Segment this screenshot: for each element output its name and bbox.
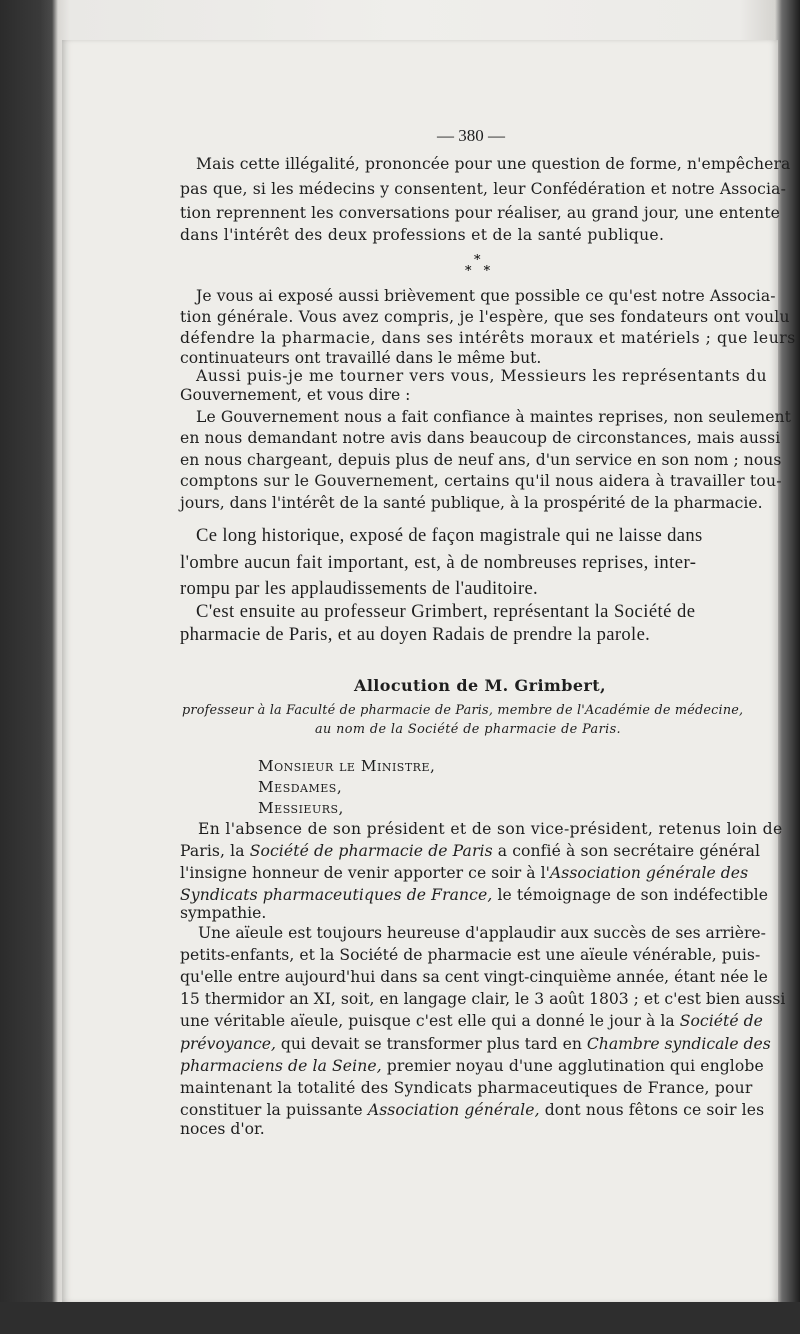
section-subheading: au nom de la Société de pharmacie de Paris. [315,722,622,737]
para8-line: Une aïeule est toujours heureuse d'applaudir aux succès de ses arrière- [198,924,766,942]
para8-text: une véritable aïeule, puisque c'est elle qui a donné le jour à la [180,1012,680,1030]
para8-line: maintenant la totalité des Syndicats pharmaceutiques de France, pour [180,1079,753,1097]
para6-line: C'est ensuite au professeur Grimbert, représentant la Société de [196,601,696,622]
para4-line: jours, dans l'intérêt de la santé publique, à la prospérité de la pharmacie. [180,494,763,512]
para8-text: qui devait se transformer plus tard en [275,1035,587,1053]
para8-italic: Société de [679,1012,763,1030]
para1-line: pas que, si les médecins y consentent, leur Confédération et notre Associa- [180,180,787,198]
para5-line: rompu par les applaudissements de l'auditoire. [180,578,538,599]
para7-italic: Syndicats pharmaceutiques de France, [180,886,493,904]
para7-text: le témoignage de son indéfectible [492,886,769,904]
para2-line: tion générale. Vous avez compris, je l'espère, que ses fondateurs ont voulu [180,308,790,326]
salutation-line: Messieurs, [258,799,344,817]
para2-line: défendre la pharmacie, dans ses intérêts moraux et matériels ; que leurs [180,329,796,347]
para8-line: qu'elle entre aujourd'hui dans sa cent vingt-cinquième année, étant née le [180,968,768,986]
para1-line: tion reprennent les conversations pour réaliser, au grand jour, une entente [180,204,781,222]
bottom-margin [0,1302,800,1334]
para7-line [180,864,748,882]
para8-line: 15 thermidor an XI, soit, en langage clair, le 3 août 1803 ; et c'est bien aussi [180,990,786,1008]
para7-italic: Association générale des [550,864,749,882]
para8-line [180,1057,764,1075]
para7-line [180,886,768,904]
para7-line: sympathie. [180,904,267,922]
para8-text: dont nous fêtons ce soir les [539,1101,765,1119]
para6-line: pharmacie de Paris, et au doyen Radais de prendre la parole. [180,624,651,645]
section-heading: Allocution de M. Grimbert, [354,676,607,695]
para8-italic: prévoyance, [180,1035,276,1053]
para7-italic: Société de pharmacie de Paris [249,842,493,860]
para8-italic: Association générale, [367,1101,540,1119]
para7-text: Paris, la [180,842,250,860]
para7-text: l'insigne honneur de venir apporter ce soir à l' [180,864,550,882]
para8-line [180,1012,763,1030]
para1-line: Mais cette illégalité, prononcée pour une question de forme, n'empêchera [196,155,791,173]
para4-line: comptons sur le Gouvernement, certains qu'il nous aidera à travailler tou- [180,472,782,490]
para3-line: Aussi puis-je me tourner vers vous, Messieurs les représentants du [196,367,768,385]
para5-line: l'ombre aucun fait important, est, à de nombreuses reprises, inter- [180,552,697,573]
section-subheading: professeur à la Faculté de pharmacie de Paris, membre de l'Académie de médecine, [182,703,744,718]
para8-text: constituer la puissante [180,1101,368,1119]
para2-line: Je vous ai exposé aussi brièvement que possible ce qu'est notre Associa- [196,287,776,305]
para8-line [180,1101,764,1119]
para4-line: en nous chargeant, depuis plus de neuf ans, d'un service en son nom ; nous [180,451,782,469]
para7-text: a confié à son secrétaire général [492,842,761,860]
para4-line: Le Gouvernement nous a fait confiance à maintes reprises, non seulement [196,408,792,426]
section-separator: * * [465,264,491,279]
para4-line: en nous demandant notre avis dans beaucoup de circonstances, mais aussi [180,429,781,447]
para8-italic: Chambre syndicale des [586,1035,771,1053]
para8-line [180,1035,771,1053]
para8-text: premier noyau d'une agglutination qui englobe [381,1057,764,1075]
para7-line: En l'absence de son président et de son vice-président, retenus loin de [198,820,783,838]
salutation-line: Monsieur le Ministre, [258,757,436,775]
para3-line: Gouvernement, et vous dire : [180,386,411,404]
para5-line: Ce long historique, exposé de façon magistrale qui ne laisse dans [196,525,703,546]
para8-line: petits-enfants, et la Société de pharmacie est une aïeule vénérable, puis- [180,946,761,964]
para1-line: dans l'intérêt des deux professions et de la santé publique. [180,226,665,244]
page-number: — 380 — [437,126,505,145]
para8-line: noces d'or. [180,1120,265,1138]
salutation-line: Mesdames, [258,778,343,796]
para8-italic: pharmaciens de la Seine, [180,1057,382,1075]
para2-line: continuateurs ont travaillé dans le même but. [180,349,542,367]
para7-line [180,842,760,860]
section-separator: * [474,253,481,268]
